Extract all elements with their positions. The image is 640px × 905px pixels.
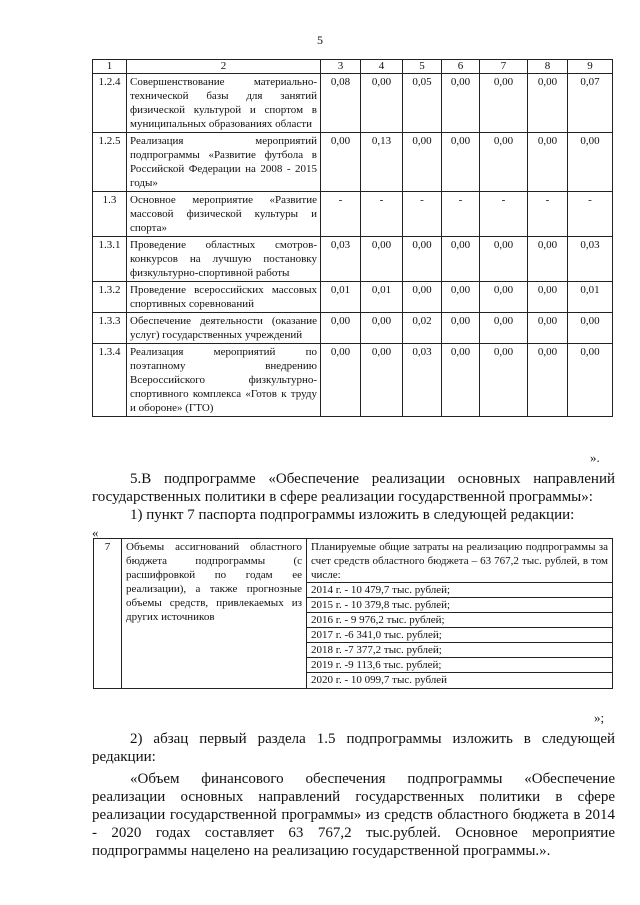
row-value: 0,00 [403,133,442,192]
year-amount: 2014 г. - 10 479,7 тыс. рублей; [307,583,612,598]
row-value: - [442,192,480,237]
year-amount: 2019 г. -9 113,6 тыс. рублей; [307,658,612,673]
row-value: 0,00 [568,313,613,344]
row-value: 0,00 [528,237,568,282]
row-value: 0,00 [321,133,361,192]
row-value: 0,00 [361,313,403,344]
row-value: 0,00 [528,282,568,313]
section-5-paragraph: 5.В подпрограмме «Обеспечение реализации основных направлений государственных политики в сфере реализации государственной программы»: [92,471,615,505]
passport-item-label: Объемы ассигнований областного бюджета подпрограммы (с расшифровкой по годам ее реализации), а также прогнозные объемы средств, привлекаемых из других источников [122,539,307,689]
row-value: - [403,192,442,237]
row-value: - [321,192,361,237]
row-value: 0,02 [403,313,442,344]
row-value: 0,00 [480,344,528,417]
row-value: 0,00 [528,133,568,192]
column-header: 4 [361,60,403,74]
item-2-paragraph: 2) абзац первый раздела 1.5 подпрограммы изложить в следующей редакции: [92,731,615,765]
quoted-paragraph: «Объем финансового обеспечения подпрограммы «Обеспечение реализации основных направлений государственных политики в сфере реализации государственной программы» из средств областного бюджета в 2014 - 2020 годах составляет 63 767,2 тыс.рублей. Основное мероприятие подпрограммы нацелено на реализацию государственной программы.». [92,771,615,859]
table-row [93,74,613,133]
year-amount: 2016 г. - 9 976,2 тыс. рублей; [307,613,612,628]
row-value: 0,00 [528,74,568,133]
row-code: 1.3.1 [93,237,127,282]
table-row [93,344,613,417]
passport-intro: Планируемые общие затраты на реализацию подпрограммы за счет средств областного бюджета – 63 767,2 тыс. рублей, в том числе: [307,540,612,583]
row-code: 1.2.4 [93,74,127,133]
row-description: Проведение всероссийских массовых спортивных соревнований [127,282,321,313]
year-amount: 2015 г. - 10 379,8 тыс. рублей; [307,598,612,613]
row-value: 0,01 [361,282,403,313]
column-header: 1 [93,60,127,74]
table-row [93,133,613,192]
column-header: 6 [442,60,480,74]
row-code: 1.3.2 [93,282,127,313]
row-value: 0,00 [321,344,361,417]
row-value: 0,00 [442,133,480,192]
column-header: 3 [321,60,361,74]
row-value: 0,01 [321,282,361,313]
passport-table [93,538,613,689]
row-value: - [361,192,403,237]
row-description: Реализация мероприятий по поэтапному внедрению Всероссийского физкультурно-спортивного комплекса «Готов к труду и обороне» (ГТО) [127,344,321,417]
closing-quote: ». [590,450,600,465]
row-value: 0,03 [568,237,613,282]
row-value: 0,00 [480,133,528,192]
row-value: 0,00 [480,237,528,282]
row-value: 0,00 [568,133,613,192]
row-value: 0,00 [442,344,480,417]
year-list [311,583,608,687]
passport-item-value [307,539,613,689]
row-value: 0,00 [442,237,480,282]
row-value: - [528,192,568,237]
row-value: 0,00 [480,74,528,133]
row-value: 0,00 [480,313,528,344]
row-value: 0,00 [403,282,442,313]
row-value: 0,00 [403,237,442,282]
passport-item-number: 7 [94,539,122,689]
row-value: 0,07 [568,74,613,133]
row-code: 1.3 [93,192,127,237]
row-code: 1.2.5 [93,133,127,192]
year-amount: 2017 г. -6 341,0 тыс. рублей; [307,628,612,643]
row-value: 0,00 [568,344,613,417]
column-header: 5 [403,60,442,74]
row-value: 0,00 [361,74,403,133]
table-row [93,282,613,313]
row-value: 0,13 [361,133,403,192]
item-1-paragraph: 1) пункт 7 паспорта подпрограммы изложить в следующей редакции: [130,507,575,523]
row-value: - [568,192,613,237]
funding-table [92,59,613,417]
column-header: 7 [480,60,528,74]
row-value: 0,00 [442,313,480,344]
row-value: 0,00 [528,344,568,417]
row-value: 0,03 [321,237,361,282]
year-amount: 2018 г. -7 377,2 тыс. рублей; [307,643,612,658]
row-value: 0,01 [568,282,613,313]
passport-row [94,539,613,689]
row-value: 0,00 [442,74,480,133]
row-code: 1.3.4 [93,344,127,417]
row-value: 0,00 [361,237,403,282]
row-value: 0,05 [403,74,442,133]
row-description: Совершенствование материально-технической базы для занятий физической культурой и спортом в муниципальных образованиях области [127,74,321,133]
opening-quote: « [92,525,99,540]
row-value: 0,08 [321,74,361,133]
row-value: 0,00 [480,282,528,313]
column-header: 8 [528,60,568,74]
row-description: Обеспечение деятельности (оказание услуг) государственных учреждений [127,313,321,344]
row-description: Основное мероприятие «Развитие массовой физической культуры и спорта» [127,192,321,237]
closing-quote-2: »; [594,710,605,725]
row-code: 1.3.3 [93,313,127,344]
table-header-row [93,60,613,74]
table-row [93,313,613,344]
row-value: 0,00 [528,313,568,344]
column-header: 9 [568,60,613,74]
table-row [93,237,613,282]
year-amount: 2020 г. - 10 099,7 тыс. рублей [311,674,448,686]
table-row [93,192,613,237]
row-value: 0,03 [403,344,442,417]
row-value: 0,00 [442,282,480,313]
column-header: 2 [127,60,321,74]
row-description: Проведение областных смотров-конкурсов на лучшую постановку физкультурно-спортивной работы [127,237,321,282]
row-value: 0,00 [321,313,361,344]
row-value: - [480,192,528,237]
row-description: Реализация мероприятий подпрограммы «Развитие футбола в Российской Федерации на 2008 - 2015 годы» [127,133,321,192]
row-value: 0,00 [361,344,403,417]
page-number: 5 [317,33,323,47]
